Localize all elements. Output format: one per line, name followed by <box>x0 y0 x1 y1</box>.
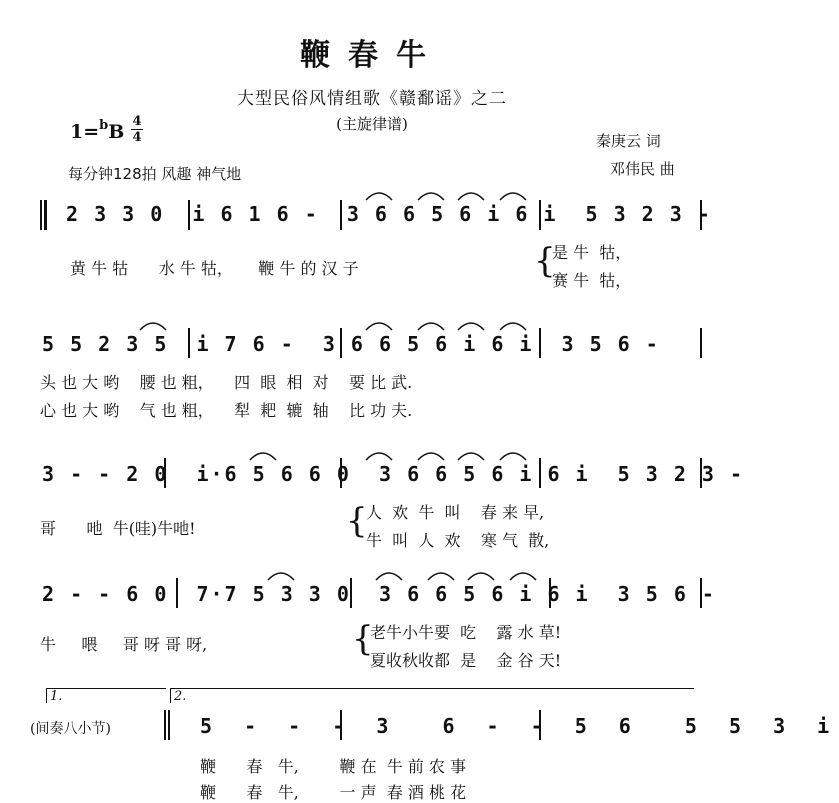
score-note: (主旋律谱) <box>336 115 408 133</box>
flat-sign: b <box>99 118 109 133</box>
key-prefix: 1= <box>70 121 100 143</box>
lyric-row: 头 也 大 哟 腰 也 粗， 四 眼 相 对 要 比 武. <box>40 373 413 392</box>
meter-bottom: 4 <box>132 130 142 145</box>
lyric-branch-b: 牛 叫 人 欢 寒 气 散, <box>366 531 550 550</box>
lyric-branch-b: 夏收秋收都 是 金 谷 天! <box>370 651 562 670</box>
song-title: 鞭春牛 <box>300 38 444 73</box>
first-ending: 1. <box>46 688 166 703</box>
notation-row: 2 - - 6 0 7·7 5 3 3 0 3 6 6 5 6 i 6 i 3 5 6 - <box>42 582 716 606</box>
second-ending: 2. <box>170 688 694 703</box>
key-note: B <box>108 121 125 143</box>
song-subtitle: 大型民俗风情组歌《赣鄱谣》之二 <box>237 89 507 109</box>
lyric-row: 哥 吔 牛(哇)牛吔! <box>40 519 196 538</box>
notation-row: 5 5 2 3 5 i 7 6 - 3 6 6 5 6 i 6 i 3 5 6 - <box>42 332 660 356</box>
lyric-branch-a: 人 欢 牛 叫 春 来 早, <box>366 503 545 522</box>
lyric-branch-brace: { <box>352 619 374 659</box>
notation-row: 3 - - 2 0 i·6 5 6 6 0 3 6 6 5 6 i 6 i 5 3 2 3 - <box>42 462 745 486</box>
lyric-row: 鞭 春 牛, 鞭 在 牛 前 农 事 <box>200 757 467 776</box>
notation-row: 2 3 3 0 i 6 1 6 - 3 6 6 5 6 i 6 i 5 3 2 3 - <box>66 202 712 226</box>
composer-credit: 邓伟民 曲 <box>610 160 675 178</box>
lyric-branch-brace: { <box>346 501 368 541</box>
lyric-row-2: 心 也 大 哟 气 也 粗， 犁 耙 辘 轴 比 功 夫. <box>40 401 413 420</box>
lyric-row-2: 鞭 春 牛, 一 声 春 酒 桃 花 <box>200 783 467 802</box>
tempo-marking: 每分钟128拍 风趣 神气地 <box>68 165 242 183</box>
meter-top: 4 <box>132 114 142 129</box>
lyric-branch-a: 是 牛 牯， <box>552 243 632 262</box>
interlude-note: (间奏八小节) <box>30 721 111 737</box>
lyric-row: 牛 喂 哥 呀 哥 呀, <box>40 635 208 654</box>
lyric-branch-b: 赛 牛 牯， <box>552 271 632 290</box>
notation-row: 5 - - - 3 6 - - 5 6 5 5 3 i <box>200 714 839 738</box>
lyric-branch-a: 老牛小牛要 吃 露 水 草! <box>370 623 562 642</box>
lyric-row: 黄 牛 牯 水 牛 牯， 鞭 牛 的 汉 子 <box>70 259 359 278</box>
lyric-branch-brace: { <box>534 241 556 281</box>
lyricist-credit: 秦庚云 词 <box>596 132 661 150</box>
